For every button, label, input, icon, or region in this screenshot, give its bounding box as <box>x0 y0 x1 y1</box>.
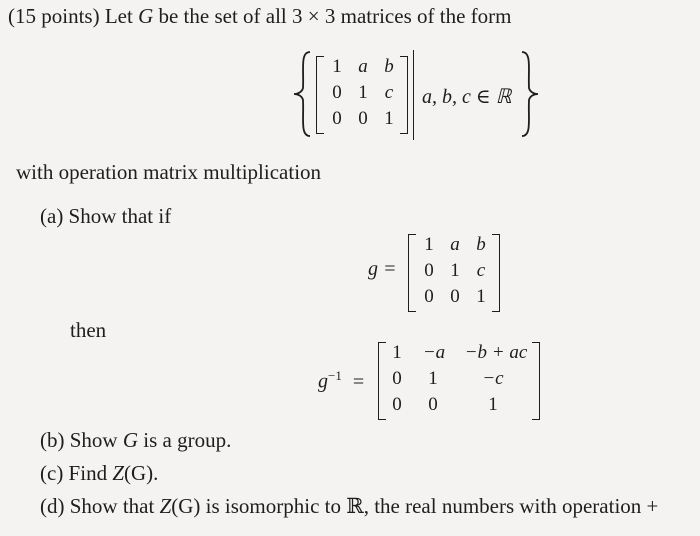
matrix-cell: −c <box>482 368 504 389</box>
matrix-cell: 0 <box>424 286 434 307</box>
part-b-prefix: (b) Show <box>40 428 123 452</box>
part-c-arg: (G). <box>124 461 159 485</box>
problem-header <box>8 4 511 29</box>
ginv-exponent: −1 <box>328 368 342 383</box>
part-d-prefix: (d) Show that <box>40 494 160 518</box>
header-text: be the set of all 3 × 3 matrices of the form <box>153 4 512 28</box>
part-d <box>40 494 658 519</box>
part-b-suffix: is a group. <box>138 428 232 452</box>
matrix-cell: c <box>384 82 394 103</box>
matrix-cell: 1 <box>428 368 438 389</box>
operation-line: with operation matrix multiplication <box>16 160 322 184</box>
matrix-cell: c <box>476 260 486 281</box>
points-label: (15 points) <box>8 4 100 28</box>
matrix-cell: 0 <box>358 108 368 129</box>
part-d-text: (G) is isomorphic to ℝ, the real numbers with operation + <box>171 494 659 518</box>
ginv-lhs <box>318 368 364 394</box>
matrix-cell: 1 <box>488 394 498 415</box>
matrix-cell: a <box>450 234 460 255</box>
matrix-cell: 0 <box>424 260 434 281</box>
part-c <box>40 461 158 486</box>
matrix-cell: 0 <box>392 368 402 389</box>
matrix-cell: 0 <box>392 394 402 415</box>
part-a-label: (a) Show that if <box>40 204 172 228</box>
part-b <box>40 428 231 453</box>
matrix-cell: 0 <box>450 286 460 307</box>
set-symbol-g: G <box>138 4 154 28</box>
matrix-cell: −a <box>422 342 446 363</box>
then-label: then <box>70 318 107 342</box>
part-c-prefix: (c) Find <box>40 461 113 485</box>
set-left-brace <box>292 50 314 143</box>
header-intro: Let <box>104 4 139 28</box>
matrix-cell: 1 <box>424 234 434 255</box>
part-c-z: Z <box>112 461 125 485</box>
set-separator-bar <box>413 50 414 140</box>
set-matrix <box>316 54 408 136</box>
ginv-base: g <box>318 370 328 393</box>
set-condition: a, b, c ∈ ℝ <box>422 86 512 108</box>
matrix-cell: 0 <box>332 82 342 103</box>
matrix-cell: 1 <box>332 56 342 77</box>
matrix-cell: 1 <box>392 342 402 363</box>
ginv-equals: = <box>352 370 365 393</box>
matrix-cell: 0 <box>428 394 438 415</box>
matrix-cell: 1 <box>476 286 486 307</box>
matrix-cell: b <box>384 56 394 77</box>
matrix-cell: 1 <box>384 108 394 129</box>
part-d-z: Z <box>159 494 172 518</box>
part-b-g: G <box>122 428 139 452</box>
matrix-cell: 1 <box>358 82 368 103</box>
matrix-cell: b <box>476 234 486 255</box>
set-right-brace <box>518 50 540 143</box>
matrix-cell: a <box>358 56 368 77</box>
g-lhs: g = <box>368 258 397 280</box>
matrix-cell: 0 <box>332 108 342 129</box>
ginv-matrix <box>378 340 542 422</box>
matrix-cell: −b + ac <box>464 342 528 363</box>
g-matrix <box>408 232 500 314</box>
matrix-cell: 1 <box>450 260 460 281</box>
